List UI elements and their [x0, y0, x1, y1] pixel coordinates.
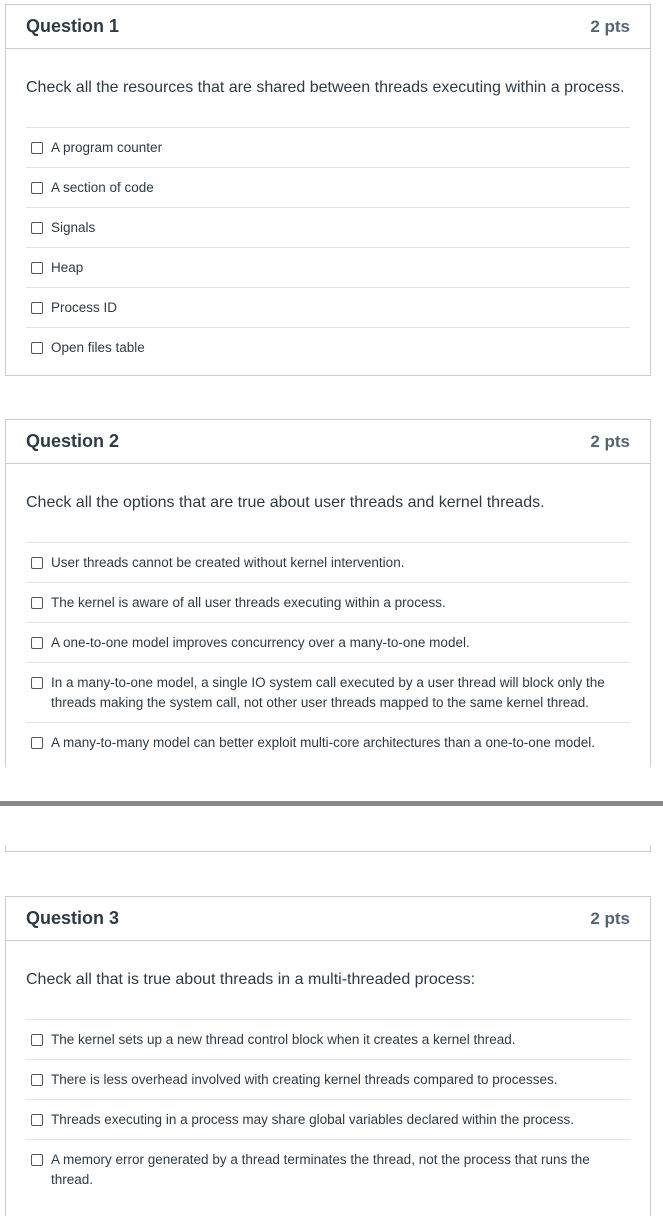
- answer-label: A program counter: [51, 140, 163, 155]
- answer-label: In a many-to-one model, a single IO system call executed by a user thread will block only the threads making the system call, not other user threads mapped to the same kernel thread.: [51, 675, 605, 710]
- checkbox[interactable]: [31, 557, 43, 569]
- answer-option[interactable]: [26, 722, 630, 762]
- answer-label: A one-to-one model improves concurrency over a many-to-one model.: [51, 635, 470, 650]
- checkbox[interactable]: [31, 222, 43, 234]
- answer-label: Process ID: [51, 300, 118, 315]
- checkbox[interactable]: [31, 262, 43, 274]
- checkbox[interactable]: [31, 597, 43, 609]
- answer-label: Signals: [51, 220, 96, 235]
- answer-option[interactable]: [26, 1059, 630, 1099]
- question-text: Check all that is true about threads in a multi-threaded process:: [26, 971, 476, 988]
- checkbox[interactable]: [31, 182, 43, 194]
- question-header: [6, 897, 650, 941]
- answer-option[interactable]: [26, 582, 630, 622]
- question-text: Check all the options that are true about user threads and kernel threads.: [26, 494, 545, 511]
- answer-list: [26, 542, 630, 762]
- checkbox[interactable]: [31, 637, 43, 649]
- question-points: 2 pts: [590, 431, 630, 451]
- question-card-3: [5, 896, 651, 1216]
- answer-label: Threads executing in a process may share global variables declared within the process.: [51, 1112, 575, 1127]
- answer-option[interactable]: [26, 247, 630, 287]
- answer-list: [26, 127, 630, 367]
- question-title: Question 3: [26, 908, 120, 928]
- answer-label: User threads cannot be created without kernel intervention.: [51, 555, 405, 570]
- answer-label: A memory error generated by a thread terminates the thread, not the process that runs the thread.: [51, 1152, 590, 1187]
- checkbox[interactable]: [31, 142, 43, 154]
- question-card-1: [5, 4, 651, 376]
- answer-label: The kernel sets up a new thread control block when it creates a kernel thread.: [51, 1032, 516, 1047]
- answer-option[interactable]: [26, 622, 630, 662]
- question-body: [6, 941, 650, 1199]
- question-points: 2 pts: [590, 16, 630, 36]
- question-header: [6, 5, 650, 49]
- answer-label: There is less overhead involved with creating kernel threads compared to processes.: [51, 1072, 558, 1087]
- question-card-2: [5, 419, 651, 767]
- question-title: Question 1: [26, 16, 120, 36]
- checkbox[interactable]: [31, 677, 43, 689]
- answer-label: A many-to-many model can better exploit multi-core architectures than a one-to-one model.: [51, 735, 596, 750]
- question-header: [6, 420, 650, 464]
- answer-option[interactable]: [26, 327, 630, 367]
- question-text: Check all the resources that are shared between threads executing within a process.: [26, 79, 625, 96]
- question-card-continuation: [5, 846, 651, 852]
- answer-option[interactable]: [26, 1099, 630, 1139]
- checkbox[interactable]: [31, 1154, 43, 1166]
- answer-option[interactable]: [26, 127, 630, 167]
- question-body: [6, 49, 650, 367]
- answer-label: The kernel is aware of all user threads executing within a process.: [51, 595, 446, 610]
- answer-label: Open files table: [51, 340, 145, 355]
- checkbox[interactable]: [31, 302, 43, 314]
- checkbox[interactable]: [31, 1034, 43, 1046]
- answer-option[interactable]: [26, 167, 630, 207]
- answer-option[interactable]: [26, 542, 630, 582]
- checkbox[interactable]: [31, 737, 43, 749]
- question-points: 2 pts: [590, 908, 630, 928]
- answer-option[interactable]: [26, 1019, 630, 1059]
- answer-option[interactable]: [26, 287, 630, 327]
- checkbox[interactable]: [31, 342, 43, 354]
- answer-option[interactable]: [26, 662, 630, 722]
- answer-option[interactable]: [26, 207, 630, 247]
- checkbox[interactable]: [31, 1114, 43, 1126]
- page-break-divider: [0, 801, 663, 806]
- answer-label: Heap: [51, 260, 84, 275]
- answer-option[interactable]: [26, 1139, 630, 1199]
- checkbox[interactable]: [31, 1074, 43, 1086]
- question-title: Question 2: [26, 431, 120, 451]
- answer-label: A section of code: [51, 180, 154, 195]
- answer-list: [26, 1019, 630, 1199]
- question-body: [6, 464, 650, 762]
